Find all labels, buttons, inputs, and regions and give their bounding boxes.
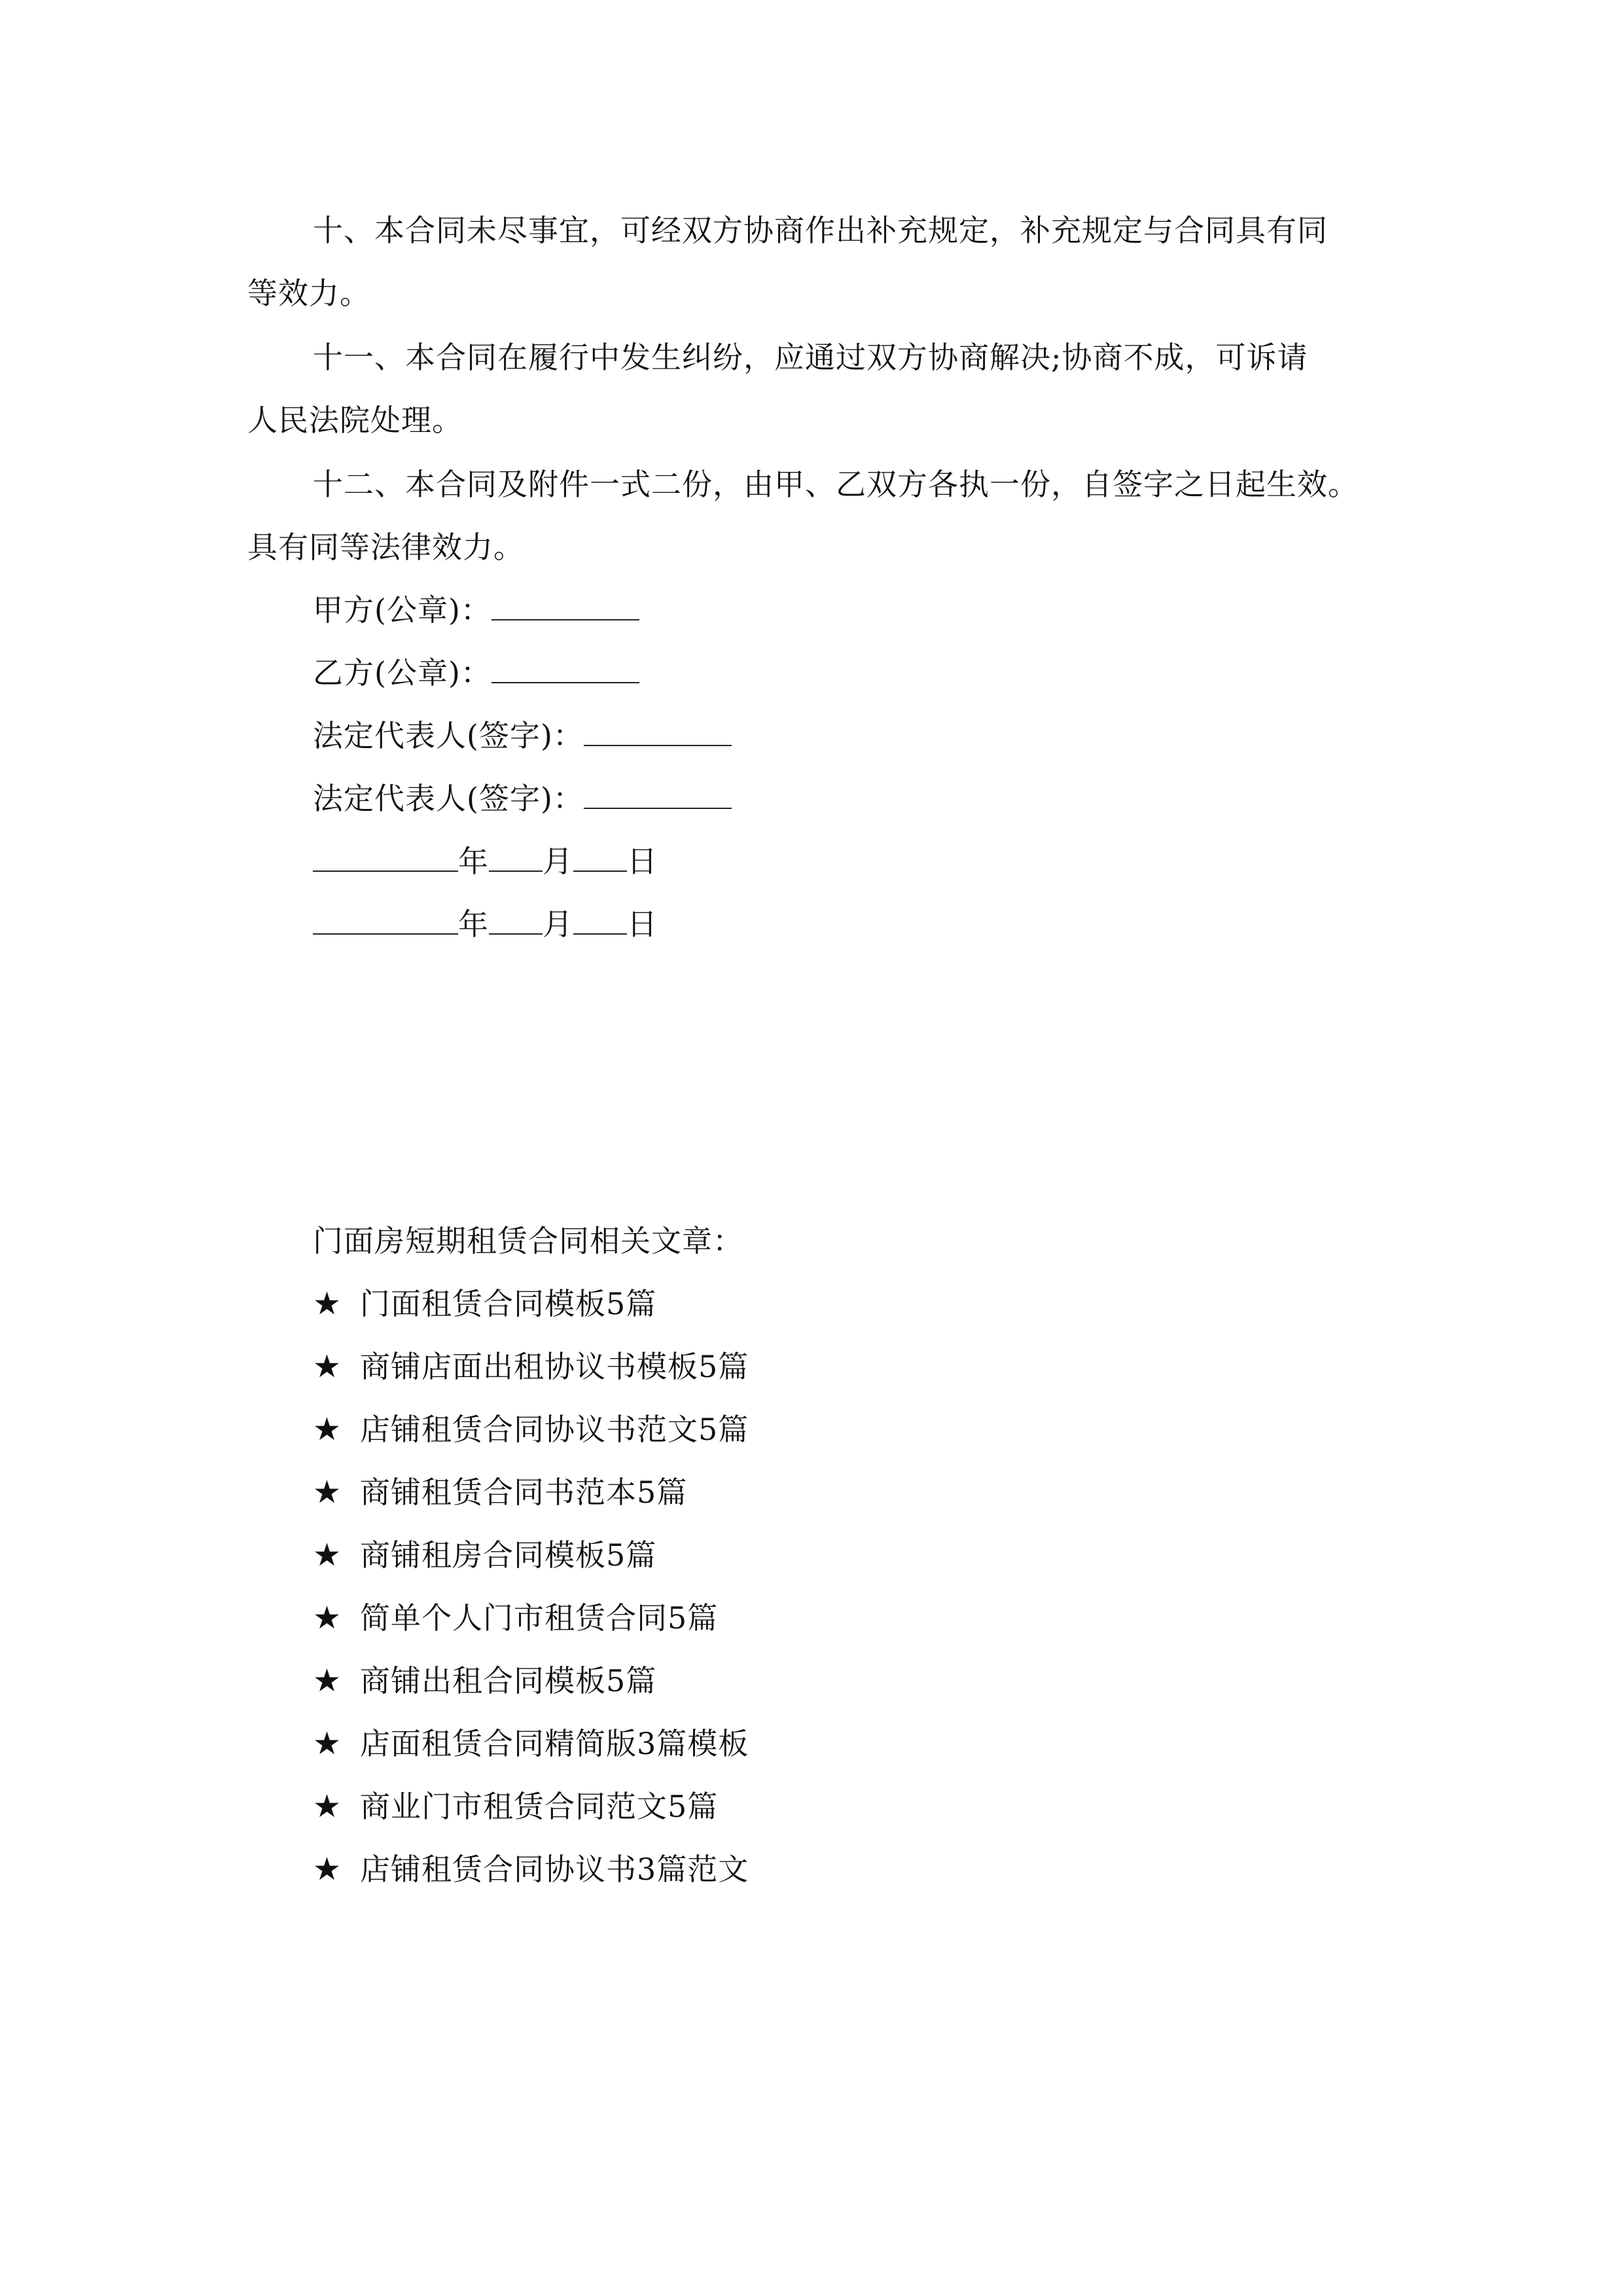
clause-10-line-1: 十、本合同未尽事宜，可经双方协商作出补充规定，补充规定与合同具有同	[313, 213, 1328, 248]
party-b-seal-label: 乙方(公章)：	[313, 655, 491, 691]
date-b-day-label: 日	[627, 906, 658, 942]
related-article-title: 商铺出租合同模板5篇	[360, 1663, 657, 1698]
star-icon: ★	[313, 1788, 342, 1825]
date-a-day-label: 日	[627, 844, 658, 879]
date-a-year-label: 年	[458, 844, 489, 879]
star-icon: ★	[313, 1662, 342, 1699]
related-article-link[interactable]	[313, 1410, 749, 1449]
related-article-link[interactable]	[313, 1535, 656, 1575]
related-article-link[interactable]	[313, 1724, 749, 1763]
related-article-link[interactable]	[313, 1661, 656, 1700]
clause-11-line-1: 十一、本合同在履行中发生纠纷，应通过双方协商解决;协商不成，可诉请	[313, 340, 1308, 375]
star-icon: ★	[313, 1725, 342, 1762]
star-icon: ★	[313, 1851, 342, 1888]
related-article-title: 简单个人门市租赁合同5篇	[360, 1600, 719, 1636]
related-article-link[interactable]	[313, 1347, 749, 1386]
star-icon: ★	[313, 1348, 342, 1385]
related-article-title: 商铺租房合同模板5篇	[360, 1537, 657, 1573]
date-a-month-label: 月	[543, 844, 573, 879]
star-icon: ★	[313, 1537, 342, 1573]
date-b-year-label: 年	[458, 906, 489, 942]
related-article-title: 门面租赁合同模板5篇	[360, 1286, 657, 1321]
related-article-link[interactable]	[313, 1598, 718, 1638]
rep-a-sign-line	[313, 716, 732, 755]
star-icon: ★	[313, 1600, 342, 1636]
party-a-seal-blank	[491, 590, 639, 620]
party-a-seal-line	[313, 590, 639, 630]
clause-12-line-2: 具有同等法律效力。	[247, 529, 524, 565]
party-b-seal-line	[313, 653, 639, 692]
rep-b-sign-line	[313, 779, 732, 818]
related-article-title: 商铺租赁合同书范本5篇	[360, 1475, 688, 1510]
related-article-title: 商铺店面出租协议书模板5篇	[360, 1349, 749, 1384]
party-a-seal-label: 甲方(公章)：	[313, 592, 491, 628]
rep-b-sign-blank	[584, 779, 732, 809]
star-icon: ★	[313, 1411, 342, 1448]
date-b-year-blank	[313, 905, 458, 935]
date-b-month-blank	[489, 905, 543, 935]
rep-a-sign-label: 法定代表人(签字)：	[313, 718, 584, 753]
related-article-link[interactable]	[313, 1284, 656, 1323]
star-icon: ★	[313, 1285, 342, 1322]
related-article-link[interactable]	[313, 1473, 687, 1512]
clause-11-line-2: 人民法院处理。	[247, 403, 463, 438]
rep-a-sign-blank	[584, 716, 732, 746]
date-b-month-label: 月	[543, 906, 573, 942]
date-a-year-blank	[313, 842, 458, 872]
party-b-seal-blank	[491, 653, 639, 683]
related-article-link[interactable]	[313, 1787, 718, 1826]
related-article-title: 商业门市租赁合同范文5篇	[360, 1789, 719, 1824]
rep-b-sign-label: 法定代表人(签字)：	[313, 781, 584, 816]
star-icon: ★	[313, 1474, 342, 1511]
related-article-title: 店铺租赁合同协议书3篇范文	[360, 1852, 749, 1887]
date-line-a	[313, 842, 658, 881]
date-a-month-blank	[489, 842, 543, 872]
date-b-day-blank	[573, 905, 627, 935]
related-article-title: 店面租赁合同精简版3篇模板	[360, 1726, 749, 1761]
related-articles-heading: 门面房短期租赁合同相关文章：	[313, 1223, 743, 1259]
date-line-b	[313, 905, 658, 944]
related-article-link[interactable]	[313, 1850, 749, 1889]
clause-12-line-1: 十二、本合同及附件一式二份，由甲、乙双方各执一份，自签字之日起生效。	[313, 467, 1359, 502]
clause-10-line-2: 等效力。	[247, 276, 370, 311]
related-article-title: 店铺租赁合同协议书范文5篇	[360, 1412, 749, 1447]
date-a-day-blank	[573, 842, 627, 872]
